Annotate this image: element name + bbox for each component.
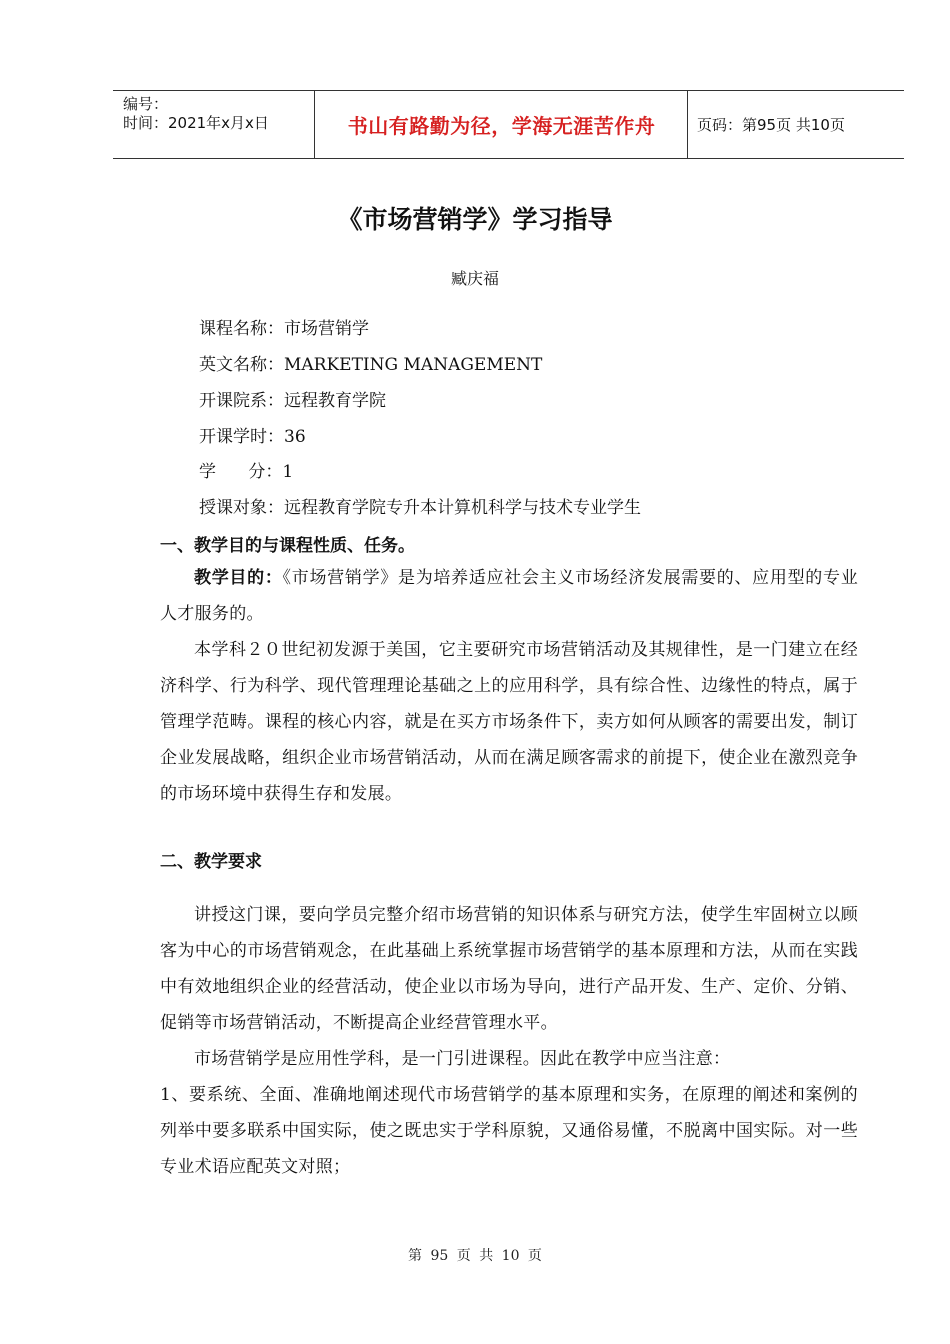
page-footer: 第 95 页 共 10 页 bbox=[408, 1248, 542, 1264]
section2-paragraph1: 讲授这门课，要向学员完整介绍市场营销的知识体系与研究方法，使学生牢固树立以顾客为中心的市场营销观念，在此基础上系统掌握市场营销学的基本原理和方法，从而在实践中有效地组织企业的经营活动，使企业以市场为导向，进行产品开发、生产、定价、分销、促销等市场营销活动，不断提高企业经营管理水平。 bbox=[160, 905, 858, 1033]
section1-purpose-paragraph bbox=[160, 560, 858, 632]
header-meta bbox=[123, 95, 269, 133]
header-table bbox=[113, 90, 904, 159]
header-number-label: 编号： bbox=[123, 95, 169, 113]
course-audience: 授课对象：远程教育学院专升本计算机科学与技术专业学生 bbox=[199, 498, 641, 518]
header-divider bbox=[687, 91, 688, 158]
header-divider bbox=[314, 91, 315, 158]
header-page-label: 页码：第95页 共10页 bbox=[697, 116, 845, 134]
document-author: 臧庆福 bbox=[450, 269, 499, 288]
course-english-name: 英文名称：MARKETING MANAGEMENT bbox=[199, 355, 543, 375]
section2-paragraph2: 市场营销学是应用性学科，是一门引进课程。因此在教学中应当注意： bbox=[194, 1049, 731, 1069]
course-credits: 学 分：1 bbox=[199, 462, 294, 482]
section2-item1: 1、要系统、全面、准确地阐述现代市场营销学的基本原理和实务，在原理的阐述和案例的列举中要多联系中国实际，使之既忠实于学科原貌，又通俗易懂，不脱离中国实际。对一些专业术语应配英文对照； bbox=[160, 1085, 858, 1177]
document-title: 《市场营销学》学习指导 bbox=[337, 205, 613, 234]
header-motto: 书山有路勤为径，学海无涯苦作舟 bbox=[347, 114, 656, 138]
purpose-text: 《市场营销学》是为培养适应社会主义市场经济发展需要的、应用型的专业人才服务的。 bbox=[160, 568, 858, 624]
section1-heading: 一、教学目的与课程性质、任务。 bbox=[160, 536, 415, 556]
course-hours: 开课学时：36 bbox=[199, 427, 306, 447]
course-name: 课程名称：市场营销学 bbox=[199, 319, 369, 339]
section2-heading: 二、教学要求 bbox=[160, 852, 262, 872]
header-time-label: 时间：2021年x月x日 bbox=[123, 114, 269, 132]
course-department: 开课院系：远程教育学院 bbox=[199, 391, 386, 411]
section1-paragraph2: 本学科２０世纪初发源于美国，它主要研究市场营销活动及其规律性，是一门建立在经济科学、行为科学、现代管理理论基础之上的应用科学，具有综合性、边缘性的特点，属于管理学范畴。课程的核心内容，就是在买方市场条件下，卖方如何从顾客的需要出发，制订企业发展战略，组织企业市场营销活动，从而在满足顾客需求的前提下，使企业在激烈竞争的市场环境中获得生存和发展。 bbox=[160, 640, 858, 804]
purpose-label: 教学目的： bbox=[194, 568, 283, 588]
